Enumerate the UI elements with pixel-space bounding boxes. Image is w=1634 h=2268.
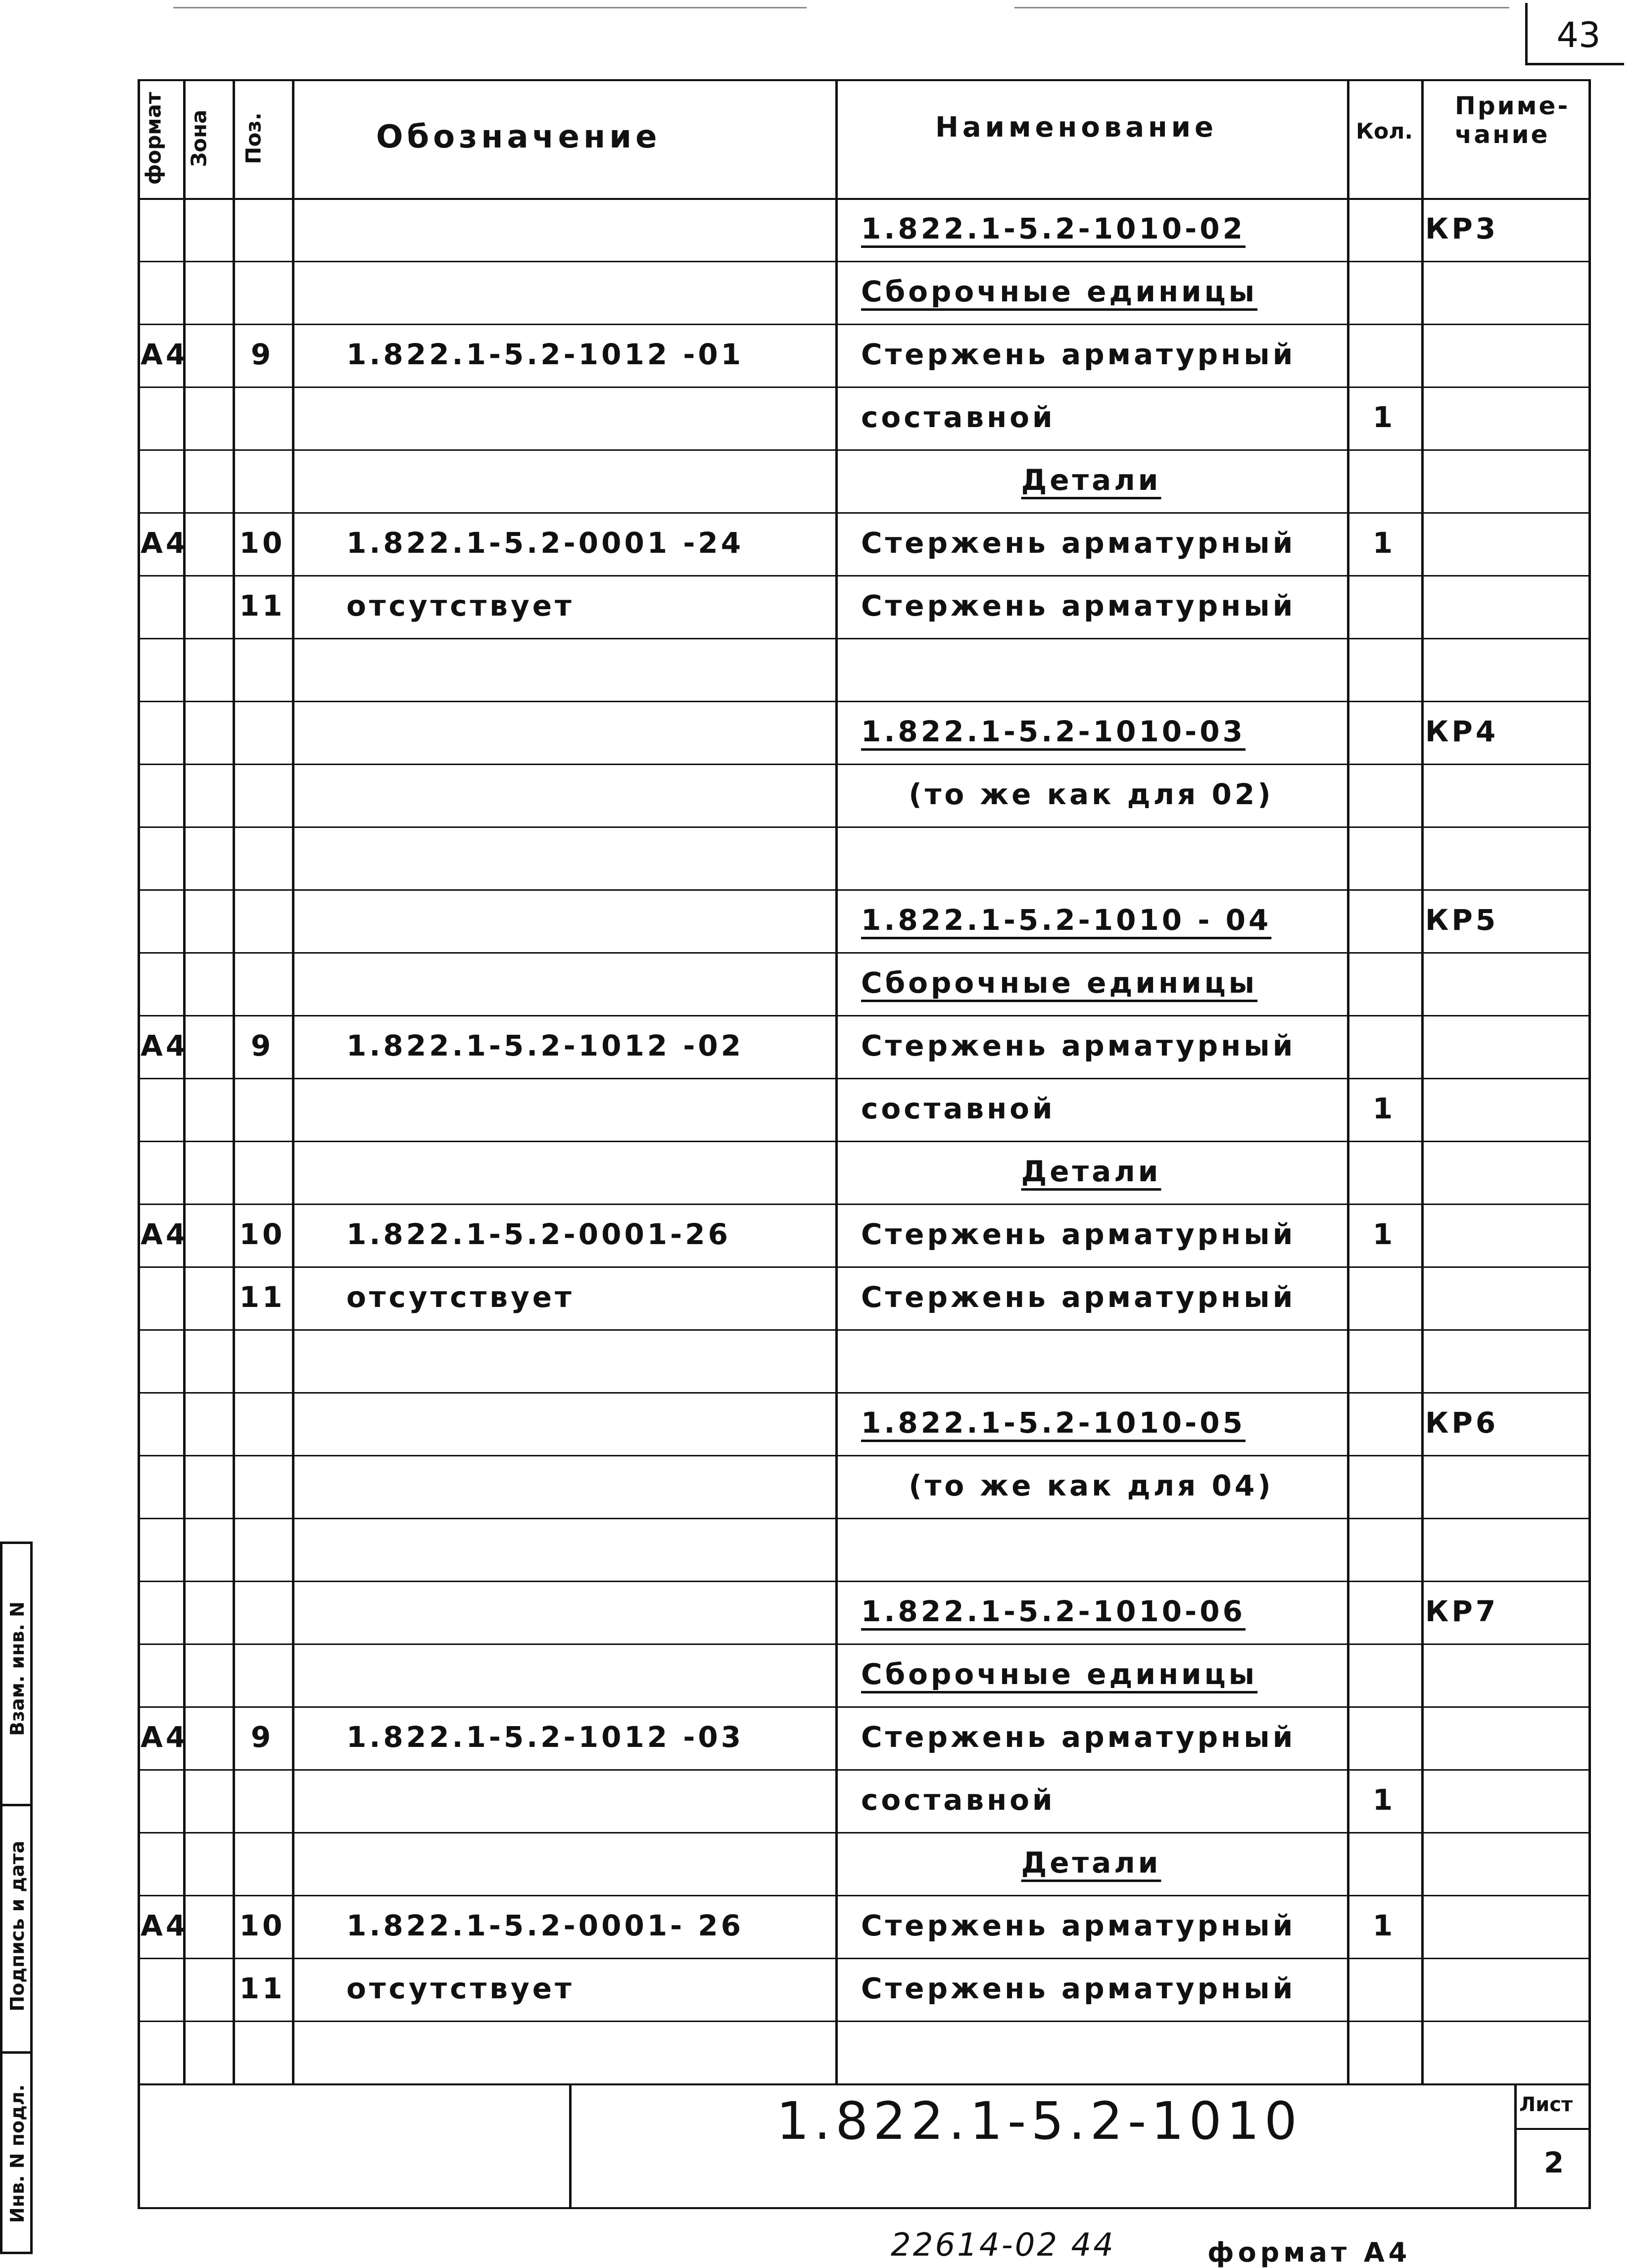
row-name: 1.822.1-5.2-1010-02 <box>861 212 1246 245</box>
row-format: А4 <box>141 1720 189 1754</box>
row-position: 9 <box>250 1029 274 1062</box>
title-block-top-border <box>138 2083 1588 2085</box>
frame-right-border <box>1588 79 1591 2207</box>
row-format: А4 <box>141 1909 189 1942</box>
row-line <box>138 764 1588 765</box>
row-name: составной <box>861 1092 1056 1125</box>
row-note: КР3 <box>1425 212 1499 245</box>
sheet-label: Лист <box>1519 2093 1573 2116</box>
sheet-number: 43 <box>1556 15 1601 55</box>
row-name: Стержень арматурный <box>861 589 1296 623</box>
header-zone: Зона <box>187 109 211 167</box>
row-line <box>138 1895 1588 1896</box>
sidebar-cell-sign <box>2 1806 30 2054</box>
header-qty: Кол. <box>1356 119 1413 144</box>
row-line <box>138 889 1588 891</box>
row-line <box>138 1958 1588 1959</box>
row-designation: 1.822.1-5.2-1012 -01 <box>346 338 744 371</box>
row-name: Сборочные единицы <box>861 1657 1258 1691</box>
row-line <box>138 1078 1588 1079</box>
row-name: Стержень арматурный <box>861 1029 1296 1062</box>
row-line <box>138 638 1588 639</box>
row-name: Детали <box>1021 463 1161 497</box>
row-note: КР5 <box>1425 903 1499 937</box>
header-format: формат <box>141 92 166 185</box>
sidebar-cell-inv <box>2 2054 30 2252</box>
row-line <box>138 1266 1588 1268</box>
row-line <box>138 1204 1588 1205</box>
column-line-6 <box>1421 79 1424 2083</box>
row-name: Детали <box>1021 1846 1161 1880</box>
row-line <box>138 1329 1588 1331</box>
header-note: Приме- чание <box>1455 92 1570 149</box>
row-name: Стержень арматурный <box>861 338 1296 371</box>
row-name: составной <box>861 1783 1056 1817</box>
row-format: А4 <box>141 1217 189 1251</box>
header-name: Наименование <box>935 111 1217 144</box>
row-name: Стержень арматурный <box>861 526 1296 560</box>
sidebar-label-inv: Инв. N подл. <box>6 2084 28 2223</box>
row-name: Сборочные единицы <box>861 275 1258 308</box>
row-position: 11 <box>239 589 286 623</box>
row-name: 1.822.1-5.2-1010-03 <box>861 715 1246 748</box>
row-designation: 1.822.1-5.2-0001- 26 <box>346 1909 744 1942</box>
row-line <box>138 826 1588 828</box>
row-designation: 1.822.1-5.2-1012 -02 <box>346 1029 744 1062</box>
row-line <box>138 512 1588 514</box>
frame-bottom-border <box>138 2207 1591 2209</box>
header-designation: Обозначение <box>376 119 661 155</box>
row-designation: 1.822.1-5.2-0001-26 <box>346 1217 731 1251</box>
row-name: Стержень арматурный <box>861 1909 1296 1942</box>
row-line <box>138 1581 1588 1582</box>
row-line <box>138 449 1588 451</box>
row-line <box>138 1643 1588 1645</box>
approval-sidebar <box>0 1542 33 2254</box>
row-name: (то же как для 02) <box>909 777 1274 811</box>
row-position: 11 <box>239 1280 286 1314</box>
row-note: КР6 <box>1425 1406 1499 1440</box>
column-line-3 <box>292 79 294 2083</box>
row-line <box>138 1706 1588 1708</box>
row-designation: 1.822.1-5.2-0001 -24 <box>346 526 744 560</box>
row-format: А4 <box>141 1029 189 1062</box>
row-line <box>138 701 1588 702</box>
row-format: А4 <box>141 338 189 371</box>
row-name: Стержень арматурный <box>861 1972 1296 2005</box>
frame-top-border <box>138 79 1591 81</box>
sidebar-label-sign: Подпись и дата <box>6 1840 28 2012</box>
row-name: (то же как для 04) <box>909 1469 1274 1502</box>
row-qty: 1 <box>1372 400 1396 434</box>
row-name: 1.822.1-5.2-1010-06 <box>861 1594 1246 1628</box>
row-name: Стержень арматурный <box>861 1217 1296 1251</box>
row-line <box>138 1141 1588 1142</box>
top-decor-line-left <box>173 7 807 8</box>
row-name: 1.822.1-5.2-1010-05 <box>861 1406 1246 1440</box>
row-name: Стержень арматурный <box>861 1280 1296 1314</box>
row-line <box>138 2021 1588 2022</box>
format-label: формат А4 <box>1207 2237 1411 2268</box>
row-line <box>138 1392 1588 1394</box>
row-line <box>138 1769 1588 1771</box>
row-line <box>138 952 1588 954</box>
row-designation: отсутствует <box>346 589 575 623</box>
title-block-sheet-divider <box>1514 2083 1517 2207</box>
sidebar-cell-replace <box>2 1544 30 1806</box>
document-code: 1.822.1-5.2-1010 <box>776 2091 1302 2151</box>
row-position: 9 <box>250 338 274 371</box>
row-format: А4 <box>141 526 189 560</box>
title-block-divider <box>569 2083 572 2207</box>
row-name: Стержень арматурный <box>861 1720 1296 1754</box>
sheet-value: 2 <box>1543 2146 1564 2179</box>
row-line <box>138 1518 1588 1519</box>
row-qty: 1 <box>1372 1092 1396 1125</box>
row-note: КР4 <box>1425 715 1499 748</box>
row-name: 1.822.1-5.2-1010 - 04 <box>861 903 1272 937</box>
row-line <box>138 575 1588 577</box>
row-line <box>138 324 1588 325</box>
row-designation: отсутствует <box>346 1972 575 2005</box>
column-line-4 <box>835 79 838 2083</box>
column-line-1 <box>183 79 186 2083</box>
row-line <box>138 386 1588 388</box>
row-designation: 1.822.1-5.2-1012 -03 <box>346 1720 744 1754</box>
row-line <box>138 1832 1588 1834</box>
row-line <box>138 261 1588 262</box>
sidebar-label-replace: Взам. инв. N <box>6 1601 28 1736</box>
row-position: 10 <box>239 1217 286 1251</box>
row-position: 11 <box>239 1972 286 2005</box>
header-pos: Поз. <box>241 112 266 164</box>
row-position: 10 <box>239 1909 286 1942</box>
row-position: 9 <box>250 1720 274 1754</box>
row-name: составной <box>861 400 1056 434</box>
top-decor-line-right <box>1014 7 1509 8</box>
row-qty: 1 <box>1372 1217 1396 1251</box>
title-block-sheet-line <box>1514 2128 1588 2130</box>
row-qty: 1 <box>1372 526 1396 560</box>
row-line <box>138 1015 1588 1016</box>
frame-left-border <box>138 79 140 2207</box>
header-bottom-border <box>138 198 1588 200</box>
row-note: КР7 <box>1425 1594 1499 1628</box>
column-line-2 <box>233 79 235 2083</box>
row-qty: 1 <box>1372 1909 1396 1942</box>
row-name: Детали <box>1021 1155 1161 1188</box>
row-line <box>138 1455 1588 1456</box>
row-qty: 1 <box>1372 1783 1396 1817</box>
row-position: 10 <box>239 526 286 560</box>
row-designation: отсутствует <box>346 1280 575 1314</box>
handwritten-inventory-number: 22614-02 44 <box>891 2227 1115 2264</box>
row-name: Сборочные единицы <box>861 966 1258 1000</box>
